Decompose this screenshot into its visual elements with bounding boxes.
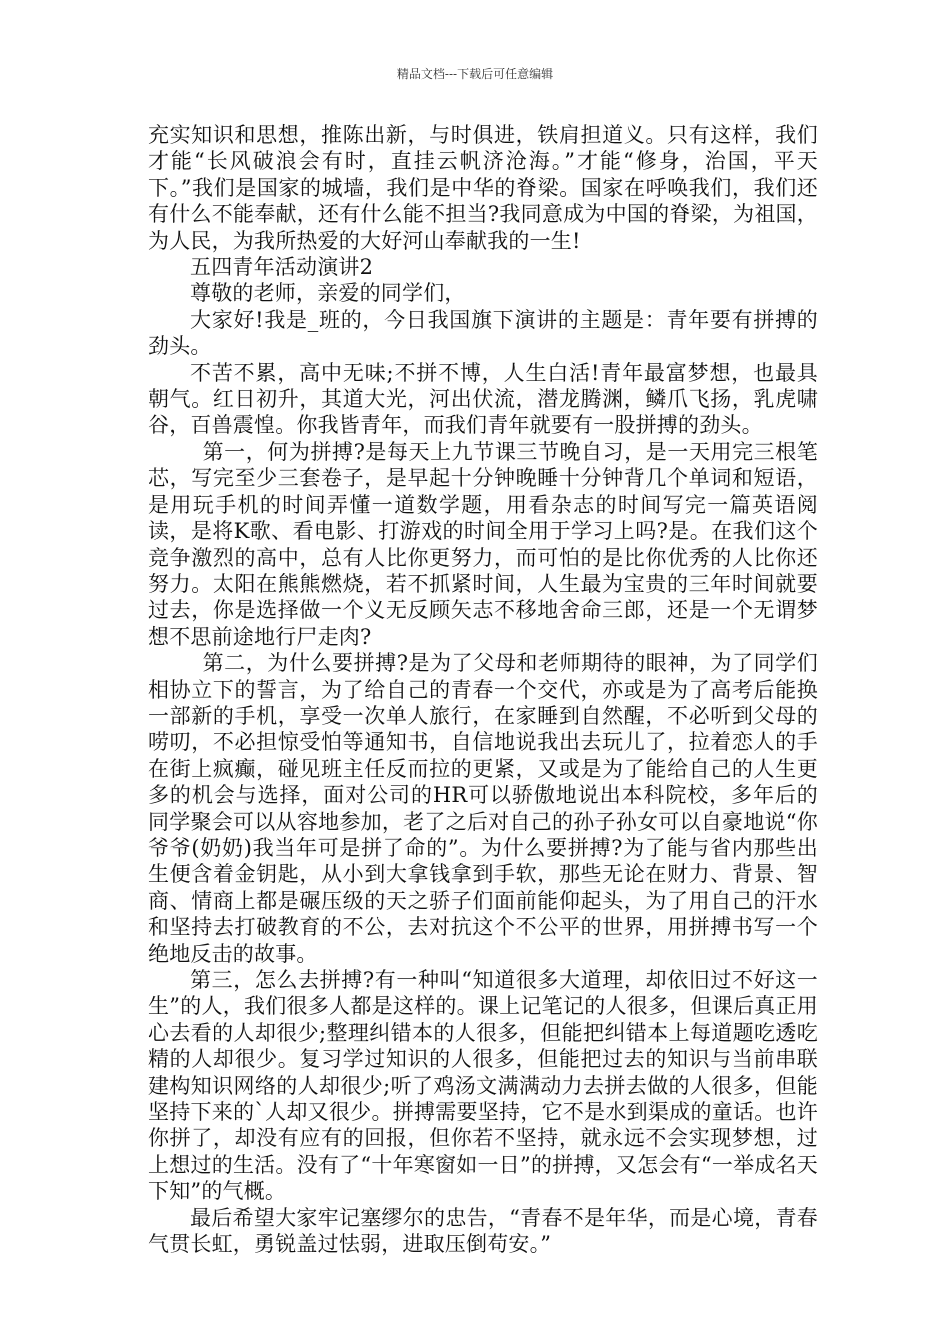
paragraph-greeting: 大家好!我是_班的，今日我国旗下演讲的主题是：青年要有拼搏的劲头。 bbox=[148, 307, 818, 359]
paragraph-first: 第一，何为拼搏?是每天上九节课三节晚自习，是一天用完三根笔芯，写完至少三套卷子，是早起十分钟晚睡十分钟背几个单词和短语，是用玩手机的时间弄懂一道数学题，用看杂志的时间写完一篇英语阅读，是将K歌、看电影、打游戏的时间全用于学习上吗?是。在我们这个竞争激烈的高中，总有人比你更努力，而可怕的是比你优秀的人比你还努力。太阳在熊熊燃烧，若不抓紧时间，人生最为宝贵的三年时间就要过去，你是选择做一个义无反顾矢志不移地舍命三郎，还是一个无谓梦想不思前途地行尸走肉? bbox=[148, 439, 818, 649]
paragraph-third: 第三，怎么去拼搏?有一种叫“知道很多大道理，却依旧过不好这一生”的人，我们很多人都是这样的。课上记笔记的人很多，但课后真正用心去看的人却很少;整理纠错本的人很多，但能把纠错本上每道题吃透吃精的人却很少。复习学过知识的人很多，但能把过去的知识与当前串联建构知识网络的人却很少;听了鸡汤文满满动力去拼去做的人很多，但能坚持下来的`人却又很少。拼搏需要坚持，它不是水到渠成的童话。也许你拼了，却没有应有的回报，但你若不坚持，就永远不会实现梦想，过上想过的生活。没有了“十年寒窗如一日”的拼搏，又怎会有“一举成名天下知”的气概。 bbox=[148, 968, 818, 1204]
section-title: 五四青年活动演讲2 bbox=[190, 255, 374, 280]
paragraph-intro: 不苦不累，高中无味;不拼不博，人生白活!青年最富梦想，也最具朝气。红日初升，其道大光，河出伏流，潜龙腾渊，鳞爪飞扬，乳虎啸谷，百兽震惶。你我皆青年，而我们青年就要有一股拼搏的劲头。 bbox=[148, 360, 818, 438]
document-body bbox=[148, 122, 818, 1257]
paragraph-continuation: 充实知识和思想，推陈出新，与时俱进，铁肩担道义。只有这样，我们才能“长风破浪会有时，直挂云帆济沧海。”才能“修身，治国，平天下。”我们是国家的城墙，我们是中华的脊梁。国家在呼唤我们，我们还有什么不能奉献，还有什么能不担当?我同意成为中国的脊梁，为祖国，为人民，为我所热爱的大好河山奉献我的一生! bbox=[148, 123, 818, 253]
salutation: 尊敬的老师，亲爱的同学们， bbox=[190, 281, 466, 306]
paragraph-second: 第二，为什么要拼搏?是为了父母和老师期待的眼神，为了同学们相协立下的誓言，为了给自己的青春一个交代，亦或是为了高考后能换一部新的手机，享受一次单人旅行，在家睡到自然醒，不必听到父母的唠叨，不必担惊受怕等通知书，自信地说我出去玩儿了，拉着恋人的手在街上疯癫，碰见班主任反而拉的更紧，又或是为了能给自己的人生更多的机会与选择，面对公司的HR可以骄傲地说出本科院校，多年后的同学聚会可以从容地参加，老了之后对自己的孙子孙女可以自豪地说“你爷爷(奶奶)我当年可是拼了命的”。为什么要拼搏?为了能与省内那些出生便含着金钥匙，从小到大拿钱拿到手软，那些无论在财力、背景、智商、情商上都是碾压级的天之骄子们面前能仰起头，为了用自己的汗水和坚持去打破教育的不公，去对抗这个不公平的世界，用拼搏书写一个绝地反击的故事。 bbox=[148, 651, 818, 966]
page-header: 精品文档---下载后可任意编辑 bbox=[396, 67, 554, 81]
paragraph-closing: 最后希望大家牢记塞缪尔的忠告，“青春不是年华，而是心境，青春气贯长虹，勇锐盖过怯弱，进取压倒苟安。” bbox=[148, 1205, 818, 1257]
